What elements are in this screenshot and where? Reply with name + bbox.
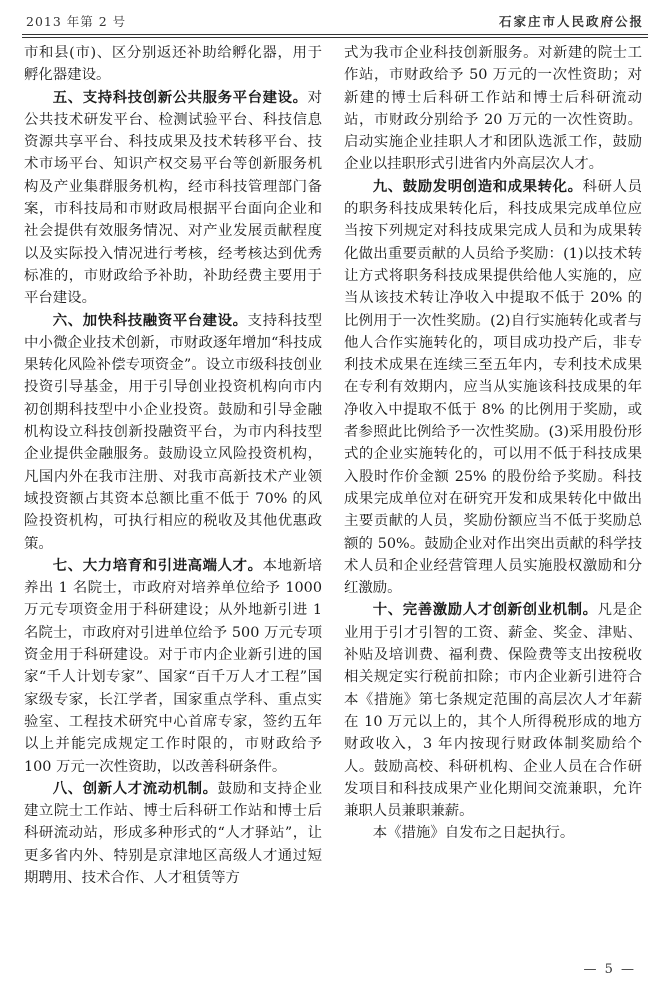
page-header — [22, 8, 648, 32]
left-column — [24, 42, 322, 889]
section-6 — [24, 310, 322, 555]
paragraph-text: 凡是企业用于引才引智的工资、薪金、奖金、津贴、补贴及培训费、福利费、保险费等支出按税收相关规定实行税前扣除；市内企业新引进符合本《措施》第七条规定范围的高层次人才年薪在 10 万元以上的，其个人所得税形成的地方财政收入，3 年内按现行财政体制奖励给个人。鼓励高校、科研机构、企业人员在合作研发项目和科技成果产业化期间交流兼职，允许兼职人员兼职兼薪。 — [344, 602, 642, 820]
section-5 — [24, 87, 322, 310]
section-10 — [344, 599, 642, 822]
section-7 — [24, 555, 322, 778]
paragraph-text: 本《措施》自发布之日起执行。 — [372, 825, 575, 842]
publication-title: 石家庄市人民政府公报 — [498, 14, 644, 29]
section-8 — [24, 778, 322, 889]
paragraph-text: 支持科技型中小微企业技术创新，市财政逐年增加“科技成果转化风险补偿专项资金”。设立市级科技创业投资引导基金，用于引导创业投资机构向市内初创期科技型中小企业投资。鼓励和引导金融机构设立科技创新投融资平台，为市内科技型企业提供金融服务。鼓励设立风险投资机构，凡国内外在我市注册、对我市高新技术产业领域投资额占其资本总额比重不低于 70% 的风险投资机构，可执行相应的税收及其他优惠政策。 — [24, 312, 322, 552]
paragraph-text: 鼓励和支持企业建立院士工作站、博士后科研工作站和博士后科研流动站，形成多种形式的“人才驿站”，让更多省内外、特别是京津地区高级人才通过短期聘用、技术合作、人才租赁等方 — [24, 780, 322, 886]
paragraph-text: 市和县(市)、区分别返还补助给孵化器，用于孵化器建设。 — [24, 45, 322, 84]
header-rule-double — [22, 37, 648, 38]
issue-label: 2013 年第 2 号 — [26, 14, 127, 29]
paragraph-text: 本地新培养出 1 名院士，市政府对培养单位给予 1000 万元专项资金用于科研建设；从外地新引进 1 名院士，市政府对引进单位给予 500 万元专项资金用于科研建设。对于市内企业新引进的国家“千人计划专家”、国家“百千万人才工程”国家级专家，长江学者，国家重点学科、重点实验室、工程技术研究中心首席专家，签约五年以上并能完成规定工作时限的，市财政给予 100 万元一次性资助，以改善科研条件。 — [24, 557, 322, 775]
paragraph-text: 式为我市企业科技创新服务。对新建的院士工作站，市财政给予 50 万元的一次性资助；对新建的博士后科研工作站和博士后科研流动站，市财政分别给予 20 万元的一次性资助。启动实施企业挂职人才和团队选派工作，鼓励企业以挂职形式引进省内外高层次人才。 — [344, 45, 642, 173]
right-column — [344, 42, 642, 845]
header-rule — [22, 34, 648, 35]
page-number: — 5 — — [583, 962, 636, 977]
section-heading: 九、鼓励发明创造和成果转化。 — [372, 178, 583, 195]
paragraph-text: 对公共技术研发平台、检测试验平台、科技信息资源共享平台、科技成果及技术转移平台、技术市场平台、知识产权交易平台等创新服务机构及产业集群服务机构，经市科技管理部门备案，市科技局和市财政局根据平台面向企业和社会提供有效服务情况、对产业发展贡献程度以及实际投入情况进行考核，经考核达到优秀标准的，市财政给予补助，补助经费主要用于平台建设。 — [24, 89, 322, 307]
section-9 — [344, 176, 642, 600]
section-heading: 六、加快科技融资平台建设。 — [52, 312, 248, 329]
paragraph-continued — [24, 42, 322, 87]
section-heading: 八、创新人才流动机制。 — [52, 780, 218, 797]
section-heading: 五、支持科技创新公共服务平台建设。 — [52, 89, 308, 106]
section-heading: 七、大力培育和引进高端人才。 — [52, 557, 263, 574]
section-heading: 十、完善激励人才创新创业机制。 — [372, 602, 598, 619]
paragraph-continued — [344, 42, 642, 176]
closing-statement — [344, 822, 642, 844]
paragraph-text: 科研人员的职务科技成果转化后，科技成果完成单位应当按下列规定对科技成果完成人员和为成果转化做出重要贡献的人员给予奖励：(1)以技术转让方式将职务科技成果提供给他人实施的，应当从该技术转让净收入中提取不低于 20% 的比例用于一次性奖励。(2)自行实施转化或者与他人合作实施转化的，项目成功投产后，非专利技术成果在连续三至五年内，专利技术成果在专利有效期内，应当从实施该科技成果的年净收入中提取不低于 8% 的比例用于奖励，或者参照此比例给予一次性奖励。(3)采用股份形式的企业实施转化的，可以用不低于科技成果入股时作价金额 25% 的股份给予奖励。科技成果完成单位对在研究开发和成果转化中做出主要贡献的人员，奖励份额应当不低于奖励总额的 50%。鼓励企业对作出突出贡献的科学技术人员和企业经营管理人员实施股权激励和分红激励。 — [344, 178, 642, 597]
